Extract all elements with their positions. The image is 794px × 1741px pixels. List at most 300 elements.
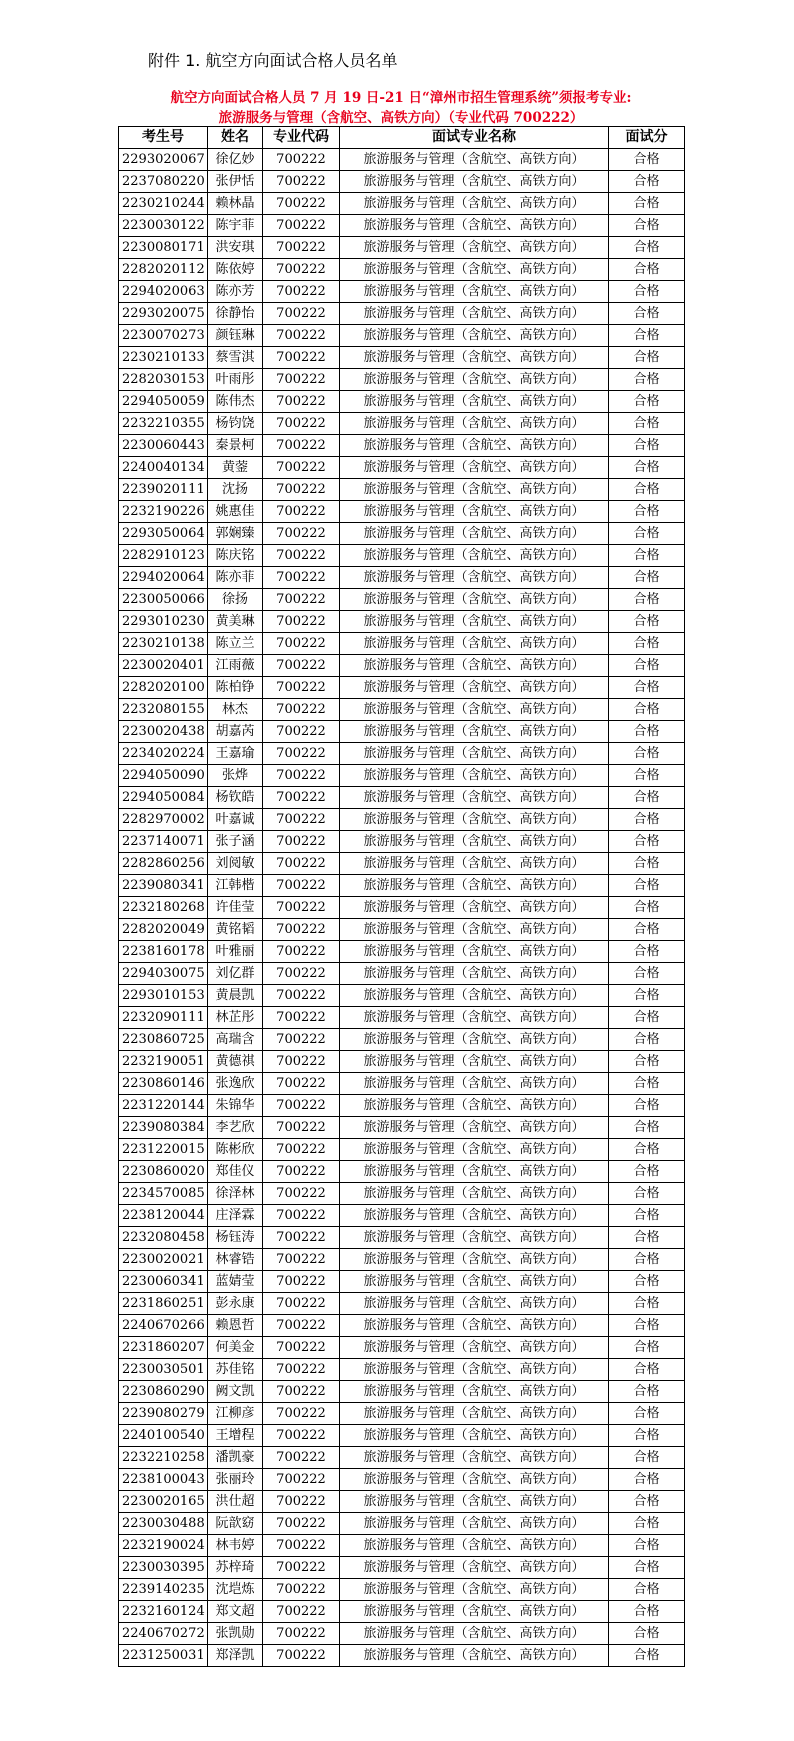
major-name-cell: 旅游服务与管理（含航空、高铁方向） bbox=[340, 369, 609, 391]
exam-id-cell: 2282020112 bbox=[119, 259, 208, 281]
major-code-cell: 700222 bbox=[263, 193, 340, 215]
exam-id-cell: 2294050084 bbox=[119, 787, 208, 809]
header-exam-id: 考生号 bbox=[119, 127, 208, 149]
major-name-cell: 旅游服务与管理（含航空、高铁方向） bbox=[340, 391, 609, 413]
score-cell: 合格 bbox=[609, 435, 685, 457]
exam-id-cell: 2294030075 bbox=[119, 963, 208, 985]
major-name-cell: 旅游服务与管理（含航空、高铁方向） bbox=[340, 1095, 609, 1117]
table-row bbox=[119, 479, 685, 501]
major-name-cell: 旅游服务与管理（含航空、高铁方向） bbox=[340, 611, 609, 633]
major-code-cell: 700222 bbox=[263, 1293, 340, 1315]
name-cell: 黄铭韬 bbox=[208, 919, 263, 941]
name-cell: 江韩楷 bbox=[208, 875, 263, 897]
table-row bbox=[119, 1535, 685, 1557]
name-cell: 沈垲炼 bbox=[208, 1579, 263, 1601]
major-name-cell: 旅游服务与管理（含航空、高铁方向） bbox=[340, 1579, 609, 1601]
exam-id-cell: 2237080220 bbox=[119, 171, 208, 193]
score-cell: 合格 bbox=[609, 1535, 685, 1557]
major-code-cell: 700222 bbox=[263, 215, 340, 237]
name-cell: 叶雨彤 bbox=[208, 369, 263, 391]
score-cell: 合格 bbox=[609, 787, 685, 809]
table-row bbox=[119, 347, 685, 369]
name-cell: 洪安琪 bbox=[208, 237, 263, 259]
name-cell: 陈庆铭 bbox=[208, 545, 263, 567]
table-row bbox=[119, 875, 685, 897]
exam-id-cell: 2232210355 bbox=[119, 413, 208, 435]
exam-id-cell: 2230050066 bbox=[119, 589, 208, 611]
exam-id-cell: 2240100540 bbox=[119, 1425, 208, 1447]
exam-id-cell: 2293020075 bbox=[119, 303, 208, 325]
name-cell: 朱锦华 bbox=[208, 1095, 263, 1117]
exam-id-cell: 2232210258 bbox=[119, 1447, 208, 1469]
name-cell: 林芷彤 bbox=[208, 1007, 263, 1029]
major-name-cell: 旅游服务与管理（含航空、高铁方向） bbox=[340, 1293, 609, 1315]
major-name-cell: 旅游服务与管理（含航空、高铁方向） bbox=[340, 1535, 609, 1557]
table-row bbox=[119, 1447, 685, 1469]
table-row bbox=[119, 1579, 685, 1601]
score-cell: 合格 bbox=[609, 149, 685, 171]
major-code-cell: 700222 bbox=[263, 1623, 340, 1645]
exam-id-cell: 2232080458 bbox=[119, 1227, 208, 1249]
name-cell: 黄蓥 bbox=[208, 457, 263, 479]
major-code-cell: 700222 bbox=[263, 699, 340, 721]
attachment-title: 附件 1. 航空方向面试合格人员名单 bbox=[148, 51, 398, 70]
exam-id-cell: 2293010153 bbox=[119, 985, 208, 1007]
score-cell: 合格 bbox=[609, 281, 685, 303]
table-row bbox=[119, 699, 685, 721]
table-row bbox=[119, 1183, 685, 1205]
table-row bbox=[119, 281, 685, 303]
table-row bbox=[119, 1381, 685, 1403]
table-row bbox=[119, 1007, 685, 1029]
table-row bbox=[119, 1051, 685, 1073]
major-name-cell: 旅游服务与管理（含航空、高铁方向） bbox=[340, 1183, 609, 1205]
major-name-cell: 旅游服务与管理（含航空、高铁方向） bbox=[340, 1557, 609, 1579]
table-row bbox=[119, 171, 685, 193]
score-cell: 合格 bbox=[609, 1051, 685, 1073]
major-name-cell: 旅游服务与管理（含航空、高铁方向） bbox=[340, 677, 609, 699]
exam-id-cell: 2239080384 bbox=[119, 1117, 208, 1139]
major-name-cell: 旅游服务与管理（含航空、高铁方向） bbox=[340, 171, 609, 193]
major-name-cell: 旅游服务与管理（含航空、高铁方向） bbox=[340, 897, 609, 919]
major-code-cell: 700222 bbox=[263, 875, 340, 897]
table-row bbox=[119, 215, 685, 237]
table-row bbox=[119, 677, 685, 699]
major-name-cell: 旅游服务与管理（含航空、高铁方向） bbox=[340, 1601, 609, 1623]
major-name-cell: 旅游服务与管理（含航空、高铁方向） bbox=[340, 589, 609, 611]
major-code-cell: 700222 bbox=[263, 633, 340, 655]
major-code-cell: 700222 bbox=[263, 1073, 340, 1095]
name-cell: 陈亦芳 bbox=[208, 281, 263, 303]
name-cell: 张子涵 bbox=[208, 831, 263, 853]
name-cell: 林韦婷 bbox=[208, 1535, 263, 1557]
score-cell: 合格 bbox=[609, 611, 685, 633]
name-cell: 庄泽霖 bbox=[208, 1205, 263, 1227]
major-code-cell: 700222 bbox=[263, 655, 340, 677]
score-cell: 合格 bbox=[609, 1315, 685, 1337]
score-cell: 合格 bbox=[609, 1359, 685, 1381]
name-cell: 徐静怡 bbox=[208, 303, 263, 325]
exam-id-cell: 2294020063 bbox=[119, 281, 208, 303]
major-code-cell: 700222 bbox=[263, 1183, 340, 1205]
exam-id-cell: 2230030122 bbox=[119, 215, 208, 237]
score-cell: 合格 bbox=[609, 347, 685, 369]
header-score: 面试分 bbox=[609, 127, 685, 149]
name-cell: 苏梓琦 bbox=[208, 1557, 263, 1579]
major-code-cell: 700222 bbox=[263, 897, 340, 919]
table-row bbox=[119, 941, 685, 963]
table-row bbox=[119, 1249, 685, 1271]
name-cell: 杨钰涛 bbox=[208, 1227, 263, 1249]
exam-id-cell: 2230030488 bbox=[119, 1513, 208, 1535]
exam-id-cell: 2230060341 bbox=[119, 1271, 208, 1293]
exam-id-cell: 2239140235 bbox=[119, 1579, 208, 1601]
name-cell: 刘亿群 bbox=[208, 963, 263, 985]
exam-id-cell: 2230860725 bbox=[119, 1029, 208, 1051]
major-code-cell: 700222 bbox=[263, 347, 340, 369]
major-code-cell: 700222 bbox=[263, 1139, 340, 1161]
exam-id-cell: 2282860256 bbox=[119, 853, 208, 875]
score-cell: 合格 bbox=[609, 1161, 685, 1183]
name-cell: 阮歆窈 bbox=[208, 1513, 263, 1535]
name-cell: 郭娴臻 bbox=[208, 523, 263, 545]
major-code-cell: 700222 bbox=[263, 545, 340, 567]
exam-id-cell: 2232180268 bbox=[119, 897, 208, 919]
score-cell: 合格 bbox=[609, 1139, 685, 1161]
major-name-cell: 旅游服务与管理（含航空、高铁方向） bbox=[340, 1161, 609, 1183]
exam-id-cell: 2230860146 bbox=[119, 1073, 208, 1095]
name-cell: 陈柏铮 bbox=[208, 677, 263, 699]
major-code-cell: 700222 bbox=[263, 369, 340, 391]
score-cell: 合格 bbox=[609, 897, 685, 919]
exam-id-cell: 2230060443 bbox=[119, 435, 208, 457]
table-row bbox=[119, 1293, 685, 1315]
major-name-cell: 旅游服务与管理（含航空、高铁方向） bbox=[340, 721, 609, 743]
major-name-cell: 旅游服务与管理（含航空、高铁方向） bbox=[340, 259, 609, 281]
major-code-cell: 700222 bbox=[263, 941, 340, 963]
name-cell: 陈彬欣 bbox=[208, 1139, 263, 1161]
major-code-cell: 700222 bbox=[263, 1315, 340, 1337]
exam-id-cell: 2240670266 bbox=[119, 1315, 208, 1337]
major-code-cell: 700222 bbox=[263, 589, 340, 611]
exam-id-cell: 2230860020 bbox=[119, 1161, 208, 1183]
table-row bbox=[119, 193, 685, 215]
major-code-cell: 700222 bbox=[263, 743, 340, 765]
name-cell: 刘阅敏 bbox=[208, 853, 263, 875]
major-code-cell: 700222 bbox=[263, 281, 340, 303]
exam-id-cell: 2294020064 bbox=[119, 567, 208, 589]
exam-id-cell: 2232080155 bbox=[119, 699, 208, 721]
major-name-cell: 旅游服务与管理（含航空、高铁方向） bbox=[340, 743, 609, 765]
major-name-cell: 旅游服务与管理（含航空、高铁方向） bbox=[340, 1425, 609, 1447]
major-code-cell: 700222 bbox=[263, 303, 340, 325]
major-code-cell: 700222 bbox=[263, 1403, 340, 1425]
name-cell: 姚惠佳 bbox=[208, 501, 263, 523]
table-row bbox=[119, 853, 685, 875]
score-cell: 合格 bbox=[609, 215, 685, 237]
major-code-cell: 700222 bbox=[263, 1513, 340, 1535]
exam-id-cell: 2238160178 bbox=[119, 941, 208, 963]
score-cell: 合格 bbox=[609, 303, 685, 325]
table-row bbox=[119, 413, 685, 435]
exam-id-cell: 2238120044 bbox=[119, 1205, 208, 1227]
score-cell: 合格 bbox=[609, 743, 685, 765]
exam-id-cell: 2294050059 bbox=[119, 391, 208, 413]
score-cell: 合格 bbox=[609, 1579, 685, 1601]
major-name-cell: 旅游服务与管理（含航空、高铁方向） bbox=[340, 545, 609, 567]
score-cell: 合格 bbox=[609, 1227, 685, 1249]
major-code-cell: 700222 bbox=[263, 1095, 340, 1117]
name-cell: 蓝婧莹 bbox=[208, 1271, 263, 1293]
score-cell: 合格 bbox=[609, 171, 685, 193]
major-name-cell: 旅游服务与管理（含航空、高铁方向） bbox=[340, 237, 609, 259]
score-cell: 合格 bbox=[609, 721, 685, 743]
major-name-cell: 旅游服务与管理（含航空、高铁方向） bbox=[340, 457, 609, 479]
table-row bbox=[119, 985, 685, 1007]
table-row bbox=[119, 611, 685, 633]
score-cell: 合格 bbox=[609, 1557, 685, 1579]
exam-id-cell: 2231860251 bbox=[119, 1293, 208, 1315]
name-cell: 阙文凯 bbox=[208, 1381, 263, 1403]
major-code-cell: 700222 bbox=[263, 1051, 340, 1073]
score-cell: 合格 bbox=[609, 259, 685, 281]
major-code-cell: 700222 bbox=[263, 985, 340, 1007]
major-name-cell: 旅游服务与管理（含航空、高铁方向） bbox=[340, 633, 609, 655]
major-name-cell: 旅游服务与管理（含航空、高铁方向） bbox=[340, 1249, 609, 1271]
score-cell: 合格 bbox=[609, 1095, 685, 1117]
name-cell: 陈依婷 bbox=[208, 259, 263, 281]
major-code-cell: 700222 bbox=[263, 567, 340, 589]
exam-id-cell: 2231860207 bbox=[119, 1337, 208, 1359]
major-name-cell: 旅游服务与管理（含航空、高铁方向） bbox=[340, 1227, 609, 1249]
score-cell: 合格 bbox=[609, 391, 685, 413]
table-row bbox=[119, 963, 685, 985]
major-name-cell: 旅游服务与管理（含航空、高铁方向） bbox=[340, 567, 609, 589]
major-name-cell: 旅游服务与管理（含航空、高铁方向） bbox=[340, 919, 609, 941]
score-cell: 合格 bbox=[609, 1029, 685, 1051]
table-row bbox=[119, 303, 685, 325]
table-row bbox=[119, 1315, 685, 1337]
name-cell: 林杰 bbox=[208, 699, 263, 721]
major-name-cell: 旅游服务与管理（含航空、高铁方向） bbox=[340, 1139, 609, 1161]
table-row bbox=[119, 523, 685, 545]
major-name-cell: 旅游服务与管理（含航空、高铁方向） bbox=[340, 1117, 609, 1139]
major-name-cell: 旅游服务与管理（含航空、高铁方向） bbox=[340, 281, 609, 303]
score-cell: 合格 bbox=[609, 1007, 685, 1029]
major-name-cell: 旅游服务与管理（含航空、高铁方向） bbox=[340, 1447, 609, 1469]
major-name-cell: 旅游服务与管理（含航空、高铁方向） bbox=[340, 1403, 609, 1425]
name-cell: 王嘉瑜 bbox=[208, 743, 263, 765]
score-cell: 合格 bbox=[609, 1183, 685, 1205]
table-body bbox=[119, 149, 685, 1667]
score-cell: 合格 bbox=[609, 941, 685, 963]
major-code-cell: 700222 bbox=[263, 479, 340, 501]
exam-id-cell: 2239080279 bbox=[119, 1403, 208, 1425]
name-cell: 徐泽林 bbox=[208, 1183, 263, 1205]
major-name-cell: 旅游服务与管理（含航空、高铁方向） bbox=[340, 1645, 609, 1667]
major-code-cell: 700222 bbox=[263, 1535, 340, 1557]
exam-id-cell: 2293010230 bbox=[119, 611, 208, 633]
major-name-cell: 旅游服务与管理（含航空、高铁方向） bbox=[340, 303, 609, 325]
major-name-cell: 旅游服务与管理（含航空、高铁方向） bbox=[340, 1051, 609, 1073]
score-cell: 合格 bbox=[609, 523, 685, 545]
score-cell: 合格 bbox=[609, 1447, 685, 1469]
name-cell: 叶雅丽 bbox=[208, 941, 263, 963]
name-cell: 李艺欣 bbox=[208, 1117, 263, 1139]
table-row bbox=[119, 325, 685, 347]
exam-id-cell: 2240670272 bbox=[119, 1623, 208, 1645]
exam-id-cell: 2234570085 bbox=[119, 1183, 208, 1205]
major-name-cell: 旅游服务与管理（含航空、高铁方向） bbox=[340, 1337, 609, 1359]
score-cell: 合格 bbox=[609, 501, 685, 523]
exam-id-cell: 2293020067 bbox=[119, 149, 208, 171]
name-cell: 陈宇菲 bbox=[208, 215, 263, 237]
header-major-code: 专业代码 bbox=[263, 127, 340, 149]
score-cell: 合格 bbox=[609, 479, 685, 501]
major-name-cell: 旅游服务与管理（含航空、高铁方向） bbox=[340, 1073, 609, 1095]
table-row bbox=[119, 655, 685, 677]
major-code-cell: 700222 bbox=[263, 919, 340, 941]
score-cell: 合格 bbox=[609, 457, 685, 479]
major-code-cell: 700222 bbox=[263, 237, 340, 259]
name-cell: 黄美琳 bbox=[208, 611, 263, 633]
name-cell: 潘凯豪 bbox=[208, 1447, 263, 1469]
table-row bbox=[119, 1029, 685, 1051]
exam-id-cell: 2230070273 bbox=[119, 325, 208, 347]
major-name-cell: 旅游服务与管理（含航空、高铁方向） bbox=[340, 413, 609, 435]
name-cell: 杨钦皓 bbox=[208, 787, 263, 809]
table-row bbox=[119, 897, 685, 919]
score-cell: 合格 bbox=[609, 589, 685, 611]
table-row bbox=[119, 589, 685, 611]
major-name-cell: 旅游服务与管理（含航空、高铁方向） bbox=[340, 1315, 609, 1337]
name-cell: 徐扬 bbox=[208, 589, 263, 611]
name-cell: 胡嘉芮 bbox=[208, 721, 263, 743]
major-name-cell: 旅游服务与管理（含航空、高铁方向） bbox=[340, 765, 609, 787]
name-cell: 张丽玲 bbox=[208, 1469, 263, 1491]
exam-id-cell: 2237140071 bbox=[119, 831, 208, 853]
table-row bbox=[119, 1161, 685, 1183]
score-cell: 合格 bbox=[609, 919, 685, 941]
major-name-cell: 旅游服务与管理（含航空、高铁方向） bbox=[340, 831, 609, 853]
score-cell: 合格 bbox=[609, 1073, 685, 1095]
score-cell: 合格 bbox=[609, 1425, 685, 1447]
header-major-name: 面试专业名称 bbox=[340, 127, 609, 149]
score-cell: 合格 bbox=[609, 567, 685, 589]
table-row bbox=[119, 1469, 685, 1491]
exam-id-cell: 2294050090 bbox=[119, 765, 208, 787]
major-name-cell: 旅游服务与管理（含航空、高铁方向） bbox=[340, 1271, 609, 1293]
name-cell: 江柳彦 bbox=[208, 1403, 263, 1425]
major-code-cell: 700222 bbox=[263, 1205, 340, 1227]
score-cell: 合格 bbox=[609, 1381, 685, 1403]
name-cell: 高瑞含 bbox=[208, 1029, 263, 1051]
major-code-cell: 700222 bbox=[263, 1007, 340, 1029]
major-name-cell: 旅游服务与管理（含航空、高铁方向） bbox=[340, 1205, 609, 1227]
name-cell: 许佳莹 bbox=[208, 897, 263, 919]
exam-id-cell: 2232190226 bbox=[119, 501, 208, 523]
major-name-cell: 旅游服务与管理（含航空、高铁方向） bbox=[340, 853, 609, 875]
name-cell: 何美金 bbox=[208, 1337, 263, 1359]
table-row bbox=[119, 567, 685, 589]
name-cell: 赖林晶 bbox=[208, 193, 263, 215]
table-row bbox=[119, 1623, 685, 1645]
table-row bbox=[119, 237, 685, 259]
major-name-cell: 旅游服务与管理（含航空、高铁方向） bbox=[340, 1359, 609, 1381]
major-code-cell: 700222 bbox=[263, 1601, 340, 1623]
table-row bbox=[119, 765, 685, 787]
table-row bbox=[119, 1513, 685, 1535]
exam-id-cell: 2234020224 bbox=[119, 743, 208, 765]
results-table bbox=[118, 126, 685, 1667]
major-code-cell: 700222 bbox=[263, 1557, 340, 1579]
exam-id-cell: 2232190024 bbox=[119, 1535, 208, 1557]
major-code-cell: 700222 bbox=[263, 963, 340, 985]
major-code-cell: 700222 bbox=[263, 809, 340, 831]
score-cell: 合格 bbox=[609, 545, 685, 567]
major-code-cell: 700222 bbox=[263, 149, 340, 171]
table-row bbox=[119, 545, 685, 567]
name-cell: 秦景柯 bbox=[208, 435, 263, 457]
name-cell: 郑文超 bbox=[208, 1601, 263, 1623]
major-name-cell: 旅游服务与管理（含航空、高铁方向） bbox=[340, 1007, 609, 1029]
score-cell: 合格 bbox=[609, 633, 685, 655]
name-cell: 黄德祺 bbox=[208, 1051, 263, 1073]
notice-line-2: 旅游服务与管理（含航空、高铁方向）（专业代码 700222） bbox=[218, 110, 584, 126]
major-code-cell: 700222 bbox=[263, 787, 340, 809]
name-cell: 陈立兰 bbox=[208, 633, 263, 655]
major-code-cell: 700222 bbox=[263, 721, 340, 743]
major-code-cell: 700222 bbox=[263, 1381, 340, 1403]
major-name-cell: 旅游服务与管理（含航空、高铁方向） bbox=[340, 479, 609, 501]
major-code-cell: 700222 bbox=[263, 435, 340, 457]
exam-id-cell: 2238100043 bbox=[119, 1469, 208, 1491]
exam-id-cell: 2230210133 bbox=[119, 347, 208, 369]
major-name-cell: 旅游服务与管理（含航空、高铁方向） bbox=[340, 655, 609, 677]
major-code-cell: 700222 bbox=[263, 325, 340, 347]
table-row bbox=[119, 369, 685, 391]
major-code-cell: 700222 bbox=[263, 1227, 340, 1249]
name-cell: 黄晨凯 bbox=[208, 985, 263, 1007]
table-row bbox=[119, 1557, 685, 1579]
major-code-cell: 700222 bbox=[263, 1337, 340, 1359]
major-code-cell: 700222 bbox=[263, 1249, 340, 1271]
table-row bbox=[119, 1205, 685, 1227]
name-cell: 林睿锆 bbox=[208, 1249, 263, 1271]
major-code-cell: 700222 bbox=[263, 765, 340, 787]
name-cell: 陈伟杰 bbox=[208, 391, 263, 413]
score-cell: 合格 bbox=[609, 765, 685, 787]
exam-id-cell: 2293050064 bbox=[119, 523, 208, 545]
name-cell: 张伊恬 bbox=[208, 171, 263, 193]
exam-id-cell: 2282020100 bbox=[119, 677, 208, 699]
score-cell: 合格 bbox=[609, 1469, 685, 1491]
major-code-cell: 700222 bbox=[263, 1029, 340, 1051]
exam-id-cell: 2231220144 bbox=[119, 1095, 208, 1117]
name-cell: 沈扬 bbox=[208, 479, 263, 501]
score-cell: 合格 bbox=[609, 1623, 685, 1645]
score-cell: 合格 bbox=[609, 809, 685, 831]
name-cell: 蔡雪淇 bbox=[208, 347, 263, 369]
major-code-cell: 700222 bbox=[263, 677, 340, 699]
major-name-cell: 旅游服务与管理（含航空、高铁方向） bbox=[340, 809, 609, 831]
exam-id-cell: 2230210244 bbox=[119, 193, 208, 215]
score-cell: 合格 bbox=[609, 1513, 685, 1535]
score-cell: 合格 bbox=[609, 325, 685, 347]
major-code-cell: 700222 bbox=[263, 831, 340, 853]
table-row bbox=[119, 1645, 685, 1667]
table-row bbox=[119, 831, 685, 853]
